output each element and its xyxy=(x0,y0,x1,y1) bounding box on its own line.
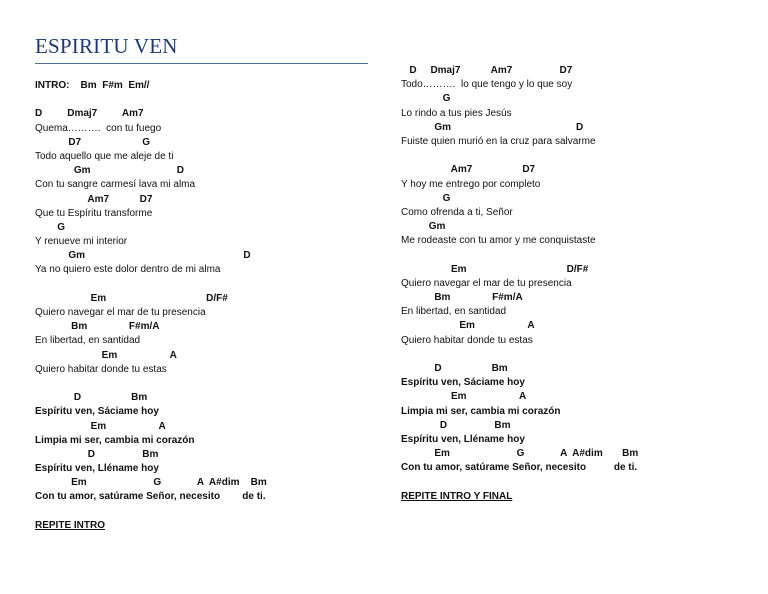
chord-line: Am7 D7 xyxy=(401,164,536,176)
repeat-instruction: REPITE INTRO Y FINAL xyxy=(401,490,513,502)
chord-line: Em A xyxy=(401,320,535,332)
chord-line: Bm F#m/A xyxy=(401,292,523,303)
chord-line: D Bm xyxy=(35,392,148,404)
lyric-line: Como ofrenda a ti, Señor xyxy=(401,206,513,218)
blank-line xyxy=(35,505,267,519)
chord-line: Am7 D7 xyxy=(35,193,153,205)
lyric-line: Quema………. con tu fuego xyxy=(35,122,162,134)
blank-line xyxy=(35,377,267,391)
chord-line: Gm D xyxy=(401,121,584,133)
chorus-line: INTRO: Bm F#m Em// xyxy=(35,80,150,91)
lyric-line: Fuiste quien murió en la cruz para salvarme xyxy=(401,135,596,147)
lyric-line: Lo rindo a tus pies Jesús xyxy=(401,107,512,119)
chorus-line: Con tu amor, satúrame Señor, necesito de ti. xyxy=(35,491,266,503)
chord-line: Gm xyxy=(401,221,446,233)
right-column xyxy=(401,64,638,504)
chord-line: D Dmaj7 Am7 xyxy=(35,108,144,120)
lyric-line: Con tu sangre carmesí lava mi alma xyxy=(35,179,196,191)
chord-line: Em A xyxy=(35,349,177,361)
chord-line: Em G A A#dim Bm xyxy=(401,448,639,460)
chorus-line: Espíritu ven, Lléname hoy xyxy=(401,433,525,445)
lyric-line: Y hoy me entrego por completo xyxy=(401,178,541,190)
title-divider xyxy=(35,63,368,64)
lyric-line: Y renueve mi interior xyxy=(35,236,128,248)
chord-line: G xyxy=(35,221,66,233)
chord-line: Bm F#m/A xyxy=(35,321,160,333)
blank-line xyxy=(35,278,267,292)
lyric-line: Quiero navegar el mar de tu presencia xyxy=(401,277,572,289)
lyric-line: En libertad, en santidad xyxy=(401,306,507,318)
chord-line: G xyxy=(401,93,451,105)
chord-line: G xyxy=(401,192,451,204)
lyric-line: En libertad, en santidad xyxy=(35,335,141,347)
chord-line: Em G A A#dim Bm xyxy=(35,477,267,489)
chord-line: Gm D xyxy=(35,165,184,177)
chord-line: D Bm xyxy=(401,362,508,374)
repeat-instruction: REPITE INTRO xyxy=(35,519,106,531)
lyric-line: Quiero navegar el mar de tu presencia xyxy=(35,307,206,318)
left-column xyxy=(35,79,267,533)
chord-line: Em D/F# xyxy=(401,263,589,275)
blank-line xyxy=(401,475,638,489)
lyric-line: Quiero habitar donde tu estas xyxy=(35,363,167,375)
lyric-line: Todo aquello que me aleje de ti xyxy=(35,150,174,162)
song-title: ESPIRITU VEN xyxy=(35,34,178,58)
lyric-line: Quiero habitar donde tu estas xyxy=(401,334,533,346)
blank-line xyxy=(401,149,638,163)
chord-line: D Dmaj7 Am7 D7 xyxy=(401,65,573,76)
chorus-line: Limpia mi ser, cambia mi corazón xyxy=(35,434,195,446)
chorus-line: Espíritu ven, Sáciame hoy xyxy=(35,406,159,418)
lyric-line: Todo………. lo que tengo y lo que soy xyxy=(401,79,573,91)
lyric-line: Ya no quiero este dolor dentro de mi alma xyxy=(35,264,221,276)
blank-line xyxy=(35,93,267,107)
chorus-line: Limpia mi ser, cambia mi corazón xyxy=(401,405,561,417)
lyric-line: Que tu Espíritu transforme xyxy=(35,207,153,219)
blank-line xyxy=(401,248,638,262)
chord-line: D Bm xyxy=(35,448,159,460)
chord-line: Em D/F# xyxy=(35,292,228,304)
chord-line: Em A xyxy=(35,420,166,432)
lyric-line: Me rodeaste con tu amor y me conquistaste xyxy=(401,235,596,247)
chord-line: D7 G xyxy=(35,136,151,148)
blank-line xyxy=(401,348,638,362)
chorus-line: Con tu amor, satúrame Señor, necesito de ti. xyxy=(401,462,638,474)
chord-line: Gm D xyxy=(35,250,251,262)
chorus-line: Espíritu ven, Sáciame hoy xyxy=(401,377,525,389)
chorus-line: Espíritu ven, Lléname hoy xyxy=(35,463,159,475)
chord-line: Em A xyxy=(401,391,527,403)
chord-line: D Bm xyxy=(401,419,511,431)
